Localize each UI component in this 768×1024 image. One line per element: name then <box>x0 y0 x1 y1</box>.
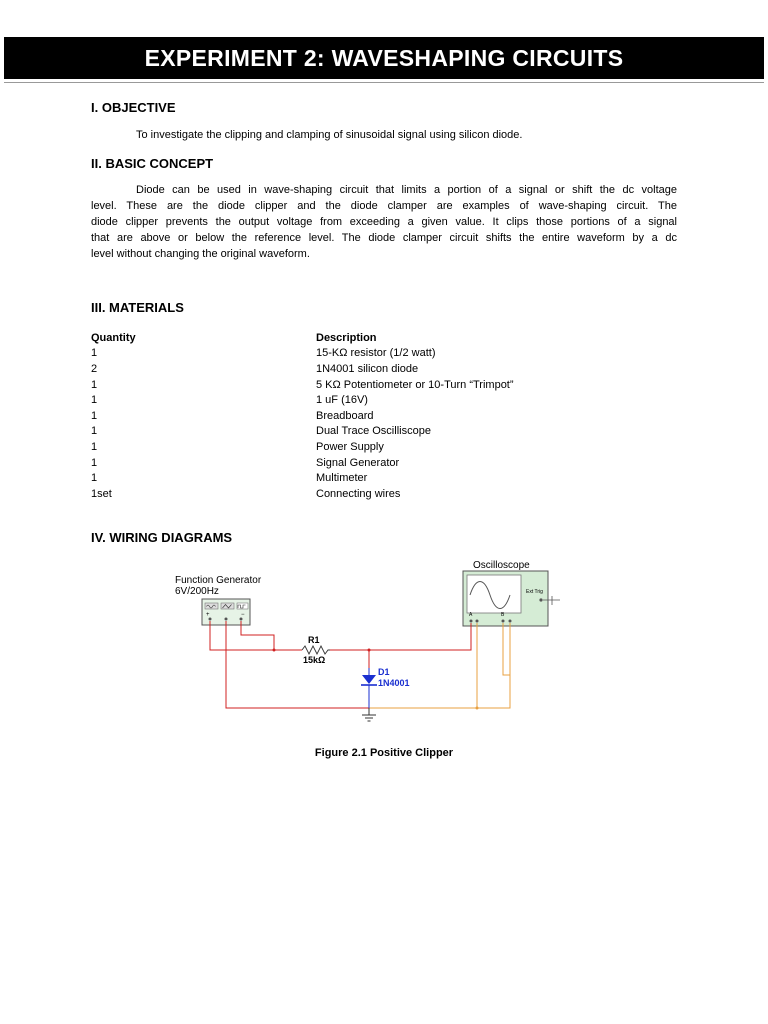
function-generator-label: Function Generator <box>175 575 262 586</box>
resistor-r1 <box>302 635 330 665</box>
svg-text:−: − <box>241 612 245 618</box>
objective-text: To investigate the clipping and clamping of sinusoidal signal using silicon diode. <box>136 129 523 141</box>
concept-line: Diode can be used in wave-shaping circuit that limits a portion of a signal or shift the dc voltage <box>136 184 677 196</box>
objective-heading: I. OBJECTIVE <box>91 100 176 115</box>
table-row <box>91 455 514 471</box>
figure-caption: Figure 2.1 Positive Clipper <box>314 747 454 759</box>
description-cell: Multimeter <box>316 472 368 485</box>
concept-heading: II. BASIC CONCEPT <box>91 156 214 171</box>
table-row <box>91 377 514 393</box>
diode-part: 1N4001 <box>378 678 410 688</box>
description-cell: 1 uF (16V) <box>316 394 368 407</box>
quantity-cell: 1 <box>91 425 98 438</box>
page-title: EXPERIMENT 2: WAVESHAPING CIRCUITS <box>144 44 624 71</box>
table-row <box>91 424 514 440</box>
resistor-name: R1 <box>308 635 320 645</box>
column-header-quantity: Quantity <box>91 331 136 344</box>
quantity-cell: 1 <box>91 378 98 391</box>
table-row <box>91 361 514 377</box>
table-row <box>91 408 514 424</box>
materials-heading: III. MATERIALS <box>91 300 184 315</box>
description-cell: 15-KΩ resistor (1/2 watt) <box>316 347 436 360</box>
materials-table <box>91 330 514 502</box>
title-bar <box>4 37 764 79</box>
description-cell: 1N4001 silicon diode <box>316 362 419 375</box>
table-row <box>91 439 514 455</box>
oscilloscope <box>463 571 560 626</box>
quantity-cell: 1 <box>91 456 98 469</box>
signal-wires <box>210 621 471 708</box>
concept-line: that are above or below the reference level. The diode clamper circuit shifts the entire waveform by a dc <box>91 232 677 244</box>
quantity-cell: 1 <box>91 472 98 485</box>
channel-b-label: B <box>501 612 505 618</box>
function-generator-setting: 6V/200Hz <box>175 586 219 597</box>
diode-name: D1 <box>378 667 390 677</box>
description-cell: 5 KΩ Potentiometer or 10-Turn “Trimpot” <box>316 378 514 391</box>
description-cell: Dual Trace Oscilliscope <box>316 425 431 438</box>
concept-line: level without changing the original waveform. <box>91 248 310 260</box>
description-cell: Breadboard <box>316 409 374 422</box>
quantity-cell: 1set <box>91 487 112 500</box>
quantity-cell: 1 <box>91 440 98 453</box>
description-cell: Connecting wires <box>316 487 401 500</box>
resistor-value: 15kΩ <box>303 655 326 665</box>
description-cell: Signal Generator <box>316 456 400 469</box>
circuit-diagram <box>170 555 570 730</box>
svg-text:+: + <box>206 612 210 618</box>
oscilloscope-label: Oscilloscope <box>473 560 530 571</box>
quantity-cell: 1 <box>91 409 98 422</box>
diode-d1 <box>361 667 410 708</box>
title-divider <box>4 82 764 83</box>
concept-line: diode clipper prevents the output voltage from exceeding a given value. It clips those portions of a signal <box>91 216 677 228</box>
table-header-row <box>91 330 514 346</box>
ground-icon <box>362 708 376 721</box>
wiring-heading: IV. WIRING DIAGRAMS <box>91 530 233 545</box>
quantity-cell: 1 <box>91 347 98 360</box>
description-cell: Power Supply <box>316 440 384 453</box>
table-row <box>91 486 514 502</box>
table-row <box>91 392 514 408</box>
channel-a-label: A <box>469 612 473 618</box>
ext-trig-label: Ext Trig <box>526 589 543 595</box>
table-row <box>91 346 514 362</box>
probe-wires <box>369 623 510 708</box>
quantity-cell: 1 <box>91 394 98 407</box>
column-header-description: Description <box>316 331 377 344</box>
table-row <box>91 470 514 486</box>
quantity-cell: 2 <box>91 362 98 375</box>
concept-line: level. These are the diode clipper and the diode clamper are examples of wave-shaping circuit. The <box>91 200 677 212</box>
